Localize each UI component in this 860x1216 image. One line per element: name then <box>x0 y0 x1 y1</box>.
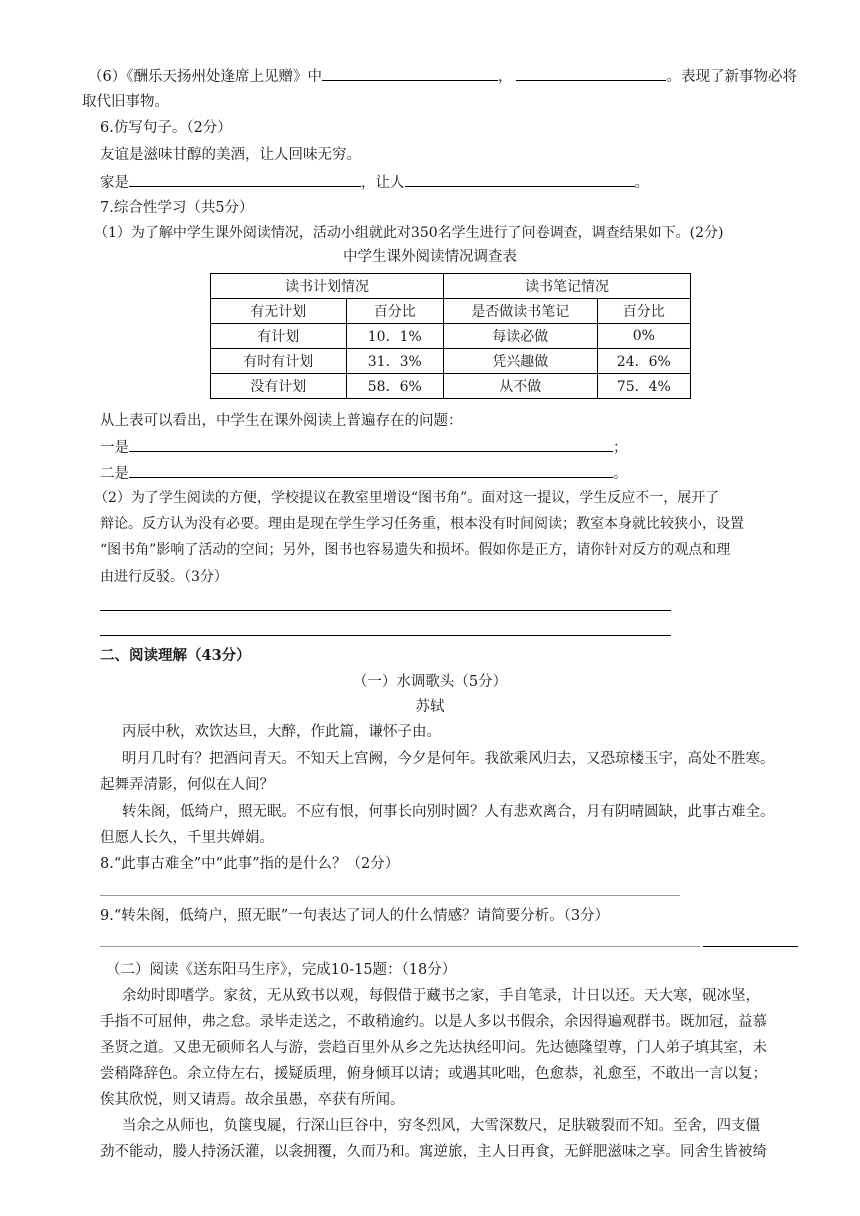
q7-part2-line: “图书角”影响了活动的空间；另外，图书也容易遗失和损坏。假如你是正方，请你针对反方的观点和理 <box>100 542 731 558</box>
q5-6-line: （6）《酬乐天扬州处逢席上见赠》中 ， 。表现了新事物必将 <box>88 65 797 88</box>
table-cell: 没有计划 <box>211 374 347 399</box>
table-cell: 10．1% <box>346 324 443 349</box>
prose-line: 劲不能动，媵人持汤沃灌，以衾拥覆，久而乃和。寓逆旅，主人日再食，无鲜肥滋味之享。同舍生皆被绮 <box>100 1144 767 1160</box>
table-header: 是否做读书笔记 <box>444 299 598 324</box>
answer-line[interactable] <box>100 946 700 947</box>
q6-answer-line: 家是 ，让人 。 <box>100 171 649 194</box>
answer-blank[interactable] <box>129 462 613 478</box>
poem-author: 苏轼 <box>415 699 445 715</box>
poem-preface: 丙辰中秋，欢饮达旦，大醉，作此篇，谦怀子由。 <box>122 724 441 740</box>
table-cell: 凭兴趣做 <box>444 349 598 374</box>
poem-title: （一）水调歌头（5分） <box>352 674 508 690</box>
table-title: 中学生课外阅读情况调查表 <box>343 249 517 265</box>
part2-title: （二）阅读《送东阳马生序》，完成10-15题：（18分） <box>106 962 457 978</box>
answer-line[interactable] <box>703 946 798 947</box>
q7-answer-one: 一是 ； <box>100 436 628 459</box>
answer-blank[interactable] <box>516 65 666 81</box>
q6-example: 友谊是滋味甘醇的美酒，让人回味无穷。 <box>100 147 361 163</box>
q6-title: 6.仿写句子。（2分） <box>100 120 232 136</box>
prose-line: 俟其欣悦，则又请焉。故余虽愚，卒获有所闻。 <box>100 1092 405 1108</box>
table-header: 百分比 <box>346 299 443 324</box>
poem-line: 起舞弄清影，何似在人间？ <box>100 777 274 793</box>
q7-part1: （1）为了解中学生课外阅读情况，活动小组就此对350名学生进行了问卷调查，调查结果如下。(2分) <box>94 225 724 241</box>
table-header: 百分比 <box>597 299 690 324</box>
table-row <box>211 274 691 299</box>
table-row <box>211 299 691 324</box>
q7-part2-line: 辩论。反方认为没有必要。理由是现在学生学习任务重，根本没有时间阅读；教室本身就比较狭小，设置 <box>100 516 744 532</box>
table-cell: 有计划 <box>211 324 347 349</box>
q7-part2-line: 由进行反驳。（3分） <box>100 569 228 585</box>
prose-line: 当余之从师也，负箧曳屣，行深山巨谷中，穷冬烈风，大雪深数尺，足肤皲裂而不知。至舍，四支僵 <box>122 1118 760 1134</box>
q5-6-cont: 取代旧事物。 <box>82 94 169 110</box>
table-row <box>211 374 691 399</box>
table-row <box>211 324 691 349</box>
table-cell: 31．3% <box>346 349 443 374</box>
answer-line[interactable] <box>100 610 671 611</box>
answer-blank[interactable] <box>405 171 635 187</box>
q5-6-prefix: （6）《酬乐天扬州处逢席上见赠》中 <box>88 69 322 85</box>
q7-answer-two: 二是 。 <box>100 462 628 485</box>
survey-table <box>210 273 691 399</box>
table-group-header: 读书计划情况 <box>211 274 444 299</box>
section-title: 二、阅读理解（43分） <box>100 647 251 664</box>
q5-6-suffix: 。表现了新事物必将 <box>666 69 797 85</box>
table-cell: 0% <box>597 324 690 349</box>
table-cell: 24．6% <box>597 349 690 374</box>
prose-line: 圣贤之道。又患无硕师名人与游，尝趋百里外从乡之先达执经叩问。先达德隆望尊，门人弟子填其室，未 <box>100 1040 767 1056</box>
table-cell: 58．6% <box>346 374 443 399</box>
q9-title: 9.“转朱阁，低绮户，照无眠”一句表达了词人的什么情感？请简要分析。（3分） <box>100 908 610 924</box>
prose-line: 手指不可屈伸，弗之怠。录毕走送之，不敢稍逾约。以是人多以书假余，余因得遍观群书。既加冠，益慕 <box>100 1014 767 1030</box>
q7-part2-line: （2）为了学生阅读的方便，学校提议在教室里增设“图书角”。面对这一提议，学生反应不一，展开了 <box>94 490 720 506</box>
q7-after-table: 从上表可以看出，中学生在课外阅读上普遍存在的问题： <box>100 413 463 429</box>
table-row <box>211 349 691 374</box>
answer-blank[interactable] <box>322 65 498 81</box>
table-cell: 有时有计划 <box>211 349 347 374</box>
poem-line: 但愿人长久，千里共婵娟。 <box>100 830 274 846</box>
table-group-header: 读书笔记情况 <box>444 274 691 299</box>
table-cell: 75．4% <box>597 374 690 399</box>
q7-title: 7.综合性学习（共5分） <box>100 200 254 216</box>
table-header: 有无计划 <box>211 299 347 324</box>
prose-line: 尝稍降辞色。余立侍左右，援疑质理，俯身倾耳以请；或遇其叱咄，色愈恭，礼愈至，不敢出一言以复； <box>100 1066 767 1082</box>
poem-line: 转朱阁，低绮户，照无眠。不应有恨，何事长向别时圆？人有悲欢离合，月有阴晴圆缺，此事古难全。 <box>122 804 775 820</box>
prose-line: 余幼时即嗜学。家贫，无从致书以观，每假借于藏书之家，手自笔录，计日以还。天大寒，砚冰坚， <box>122 988 760 1004</box>
answer-blank[interactable] <box>129 171 361 187</box>
answer-line[interactable] <box>100 635 671 636</box>
answer-line[interactable] <box>100 895 680 896</box>
poem-line: 明月几时有？把酒问青天。不知天上宫阙，今夕是何年。我欲乘风归去，又恐琼楼玉宇，高处不胜寒。 <box>122 751 775 767</box>
table-cell: 每读必做 <box>444 324 598 349</box>
table-cell: 从不做 <box>444 374 598 399</box>
answer-blank[interactable] <box>129 436 613 452</box>
q8-title: 8.“此事古难全”中“此事”指的是什么？（2分） <box>100 856 400 872</box>
